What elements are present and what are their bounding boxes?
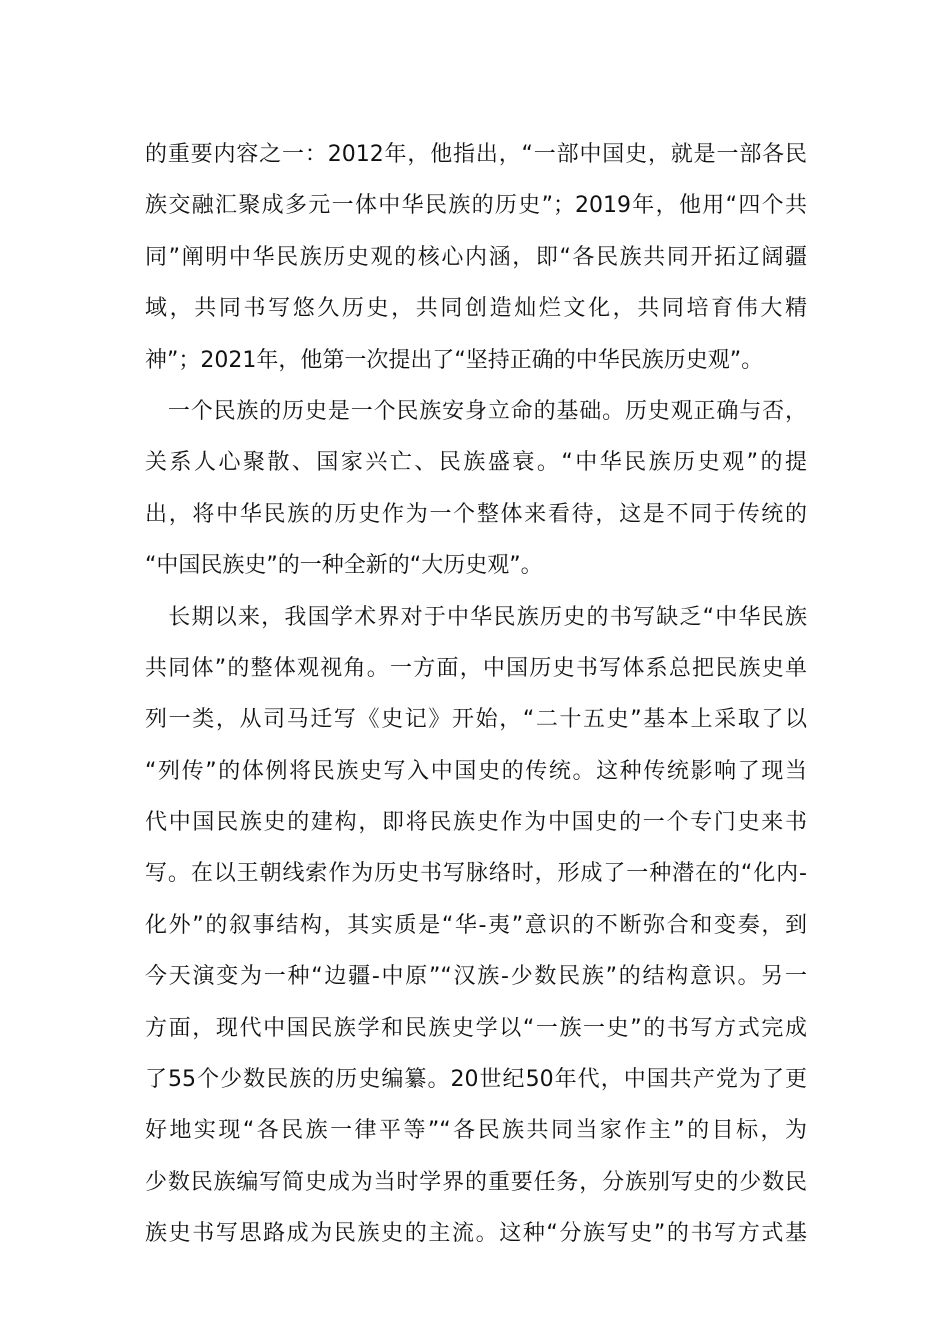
text-line: “列传”的体例将民族史写入中国史的传统。这种传统影响了现当 [145, 758, 807, 784]
text-line: 化外”的叙事结构，其实质是“华-夷”意识的不断弥合和变奏，到 [145, 912, 807, 938]
text-line: 族史书写思路成为民族史的主流。这种“分族写史”的书写方式基 [145, 1221, 807, 1247]
text-line: 出，将中华民族的历史作为一个整体来看待，这是不同于传统的 [145, 501, 807, 527]
text-line: 关系人心聚散、国家兴亡、民族盛衰。“中华民族历史观”的提 [145, 450, 807, 476]
body-text [145, 129, 807, 1260]
text-line: 列一类，从司马迁写《史记》开始，“二十五史”基本上采取了以 [145, 707, 807, 733]
text-line: “中国民族史”的一种全新的“大历史观”。 [145, 553, 543, 579]
text-line: 方面，现代中国民族学和民族史学以“一族一史”的书写方式完成 [145, 1015, 807, 1041]
text-line: 一个民族的历史是一个民族安身立命的基础。历史观正确与否， [145, 398, 807, 424]
text-line: 少数民族编写简史成为当时学界的重要任务，分族别写史的少数民 [145, 1169, 807, 1195]
text-line: 神”；2021年，他第一次提出了“坚持正确的中华民族历史观”。 [145, 347, 764, 373]
text-line: 同”阐明中华民族历史观的核心内涵，即“各民族共同开拓辽阔疆 [145, 244, 807, 270]
text-line: 的重要内容之一：2012年，他指出，“一部中国史，就是一部各民 [145, 142, 807, 167]
text-line: 代中国民族史的建构，即将民族史作为中国史的一个专门史来书 [145, 810, 807, 836]
text-line: 域，共同书写悠久历史，共同创造灿烂文化，共同培育伟大精 [145, 296, 807, 322]
text-line: 今天演变为一种“边疆-中原”“汉族-少数民族”的结构意识。另一 [145, 964, 807, 990]
text-line: 长期以来，我国学术界对于中华民族历史的书写缺乏“中华民族 [145, 604, 807, 630]
text-line: 好地实现“各民族一律平等”“各民族共同当家作主”的目标，为 [145, 1118, 807, 1144]
text-line: 共同体”的整体观视角。一方面，中国历史书写体系总把民族史单 [145, 655, 807, 681]
text-line: 族交融汇聚成多元一体中华民族的历史”；2019年，他用“四个共 [145, 193, 807, 219]
text-line: 了55个少数民族的历史编纂。20世纪50年代，中国共产党为了更 [145, 1067, 807, 1093]
text-line: 写。在以王朝线索作为历史书写脉络时，形成了一种潜在的“化内- [145, 861, 807, 887]
